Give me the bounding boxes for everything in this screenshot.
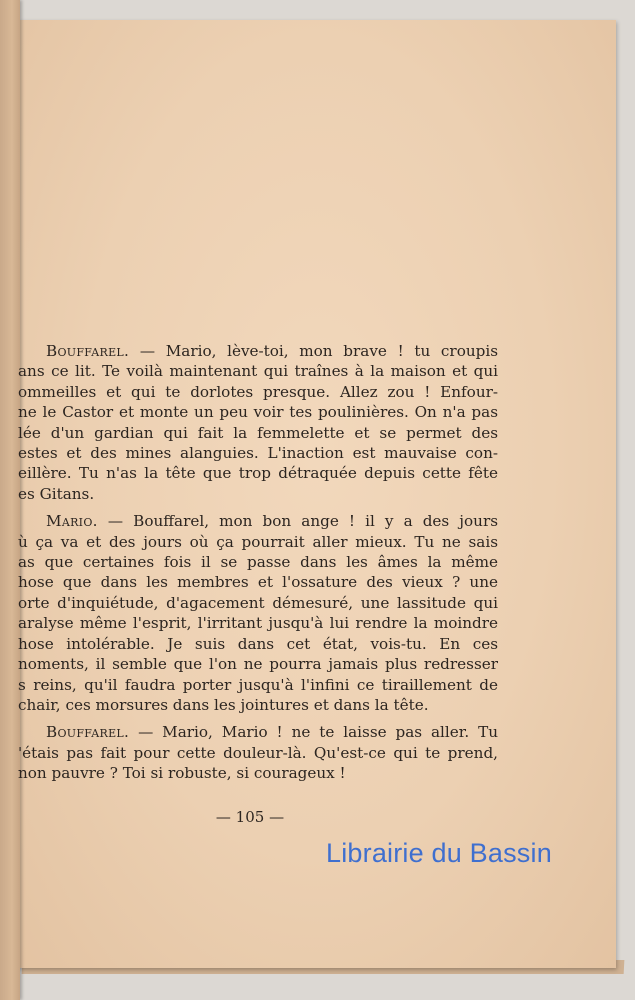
text-line: ù ça va et des jours où ça pourrait aller mieux. Tu ne sais bbox=[18, 532, 498, 551]
watermark-text: Librairie du Bassin bbox=[326, 838, 552, 868]
text-line: as que certaines fois il se passe dans les âmes la même bbox=[18, 553, 498, 572]
text-line: — Mario, lève-toi, mon brave ! tu croupis bbox=[139, 342, 498, 360]
text-line: orte d'inquiétude, d'agacement démesuré, une lassitude qui bbox=[18, 593, 498, 612]
paragraph-mario bbox=[18, 511, 498, 715]
text-line: eillère. Tu n'as la tête que trop détraquée depuis cette fête bbox=[18, 464, 498, 483]
text-line: aralyse même l'esprit, l'irritant jusqu'à lui rendre la moindre bbox=[18, 614, 498, 633]
text-line: lée d'un gardian qui fait la femmelette et se permet des bbox=[18, 423, 498, 442]
text-line: es Gitans. bbox=[18, 484, 95, 503]
text-line: estes et des mines alanguies. L'inaction est mauvaise con- bbox=[18, 444, 498, 463]
text-line: — Bouffarel, mon bon ange ! il y a des jours bbox=[107, 512, 498, 531]
text-line: hose intolérable. Je suis dans cet état, vois-tu. En ces bbox=[18, 634, 498, 653]
speaker-name: Bouffarel. bbox=[46, 723, 130, 742]
book-spine-edge bbox=[0, 0, 20, 1000]
page-number: — 105 — bbox=[215, 808, 285, 826]
text-line: s reins, qu'il faudra porter jusqu'à l'infini ce tiraillement de bbox=[18, 675, 498, 694]
text-line: noments, il semble que l'on ne pourra jamais plus redresser bbox=[18, 655, 498, 674]
speaker-name: Mario. bbox=[46, 512, 98, 531]
text-line: chair, ces morsures dans les jointures et dans la tête. bbox=[18, 695, 429, 714]
text-line: ne le Castor et monte un peu voir tes poulinières. On n'a pas bbox=[18, 403, 498, 422]
text-line: 'étais pas fait pour cette douleur-là. Qu'est-ce qui te prend, bbox=[18, 743, 498, 762]
text-line: — Mario, Mario ! ne te laisse pas aller. Tu bbox=[138, 723, 498, 742]
speaker-name: Bouffarel. bbox=[46, 342, 130, 360]
paragraph-bouffarel-1 bbox=[18, 341, 498, 504]
text-line: ommeilles et qui te dorlotes presque. Allez zou ! Enfour- bbox=[18, 382, 498, 401]
text-line: non pauvre ? Toi si robuste, si courageux ! bbox=[18, 764, 346, 783]
paragraph-bouffarel-2 bbox=[18, 722, 498, 783]
page-text bbox=[18, 341, 498, 791]
text-line: ans ce lit. Te voilà maintenant qui traînes à la maison et qui bbox=[18, 362, 498, 381]
text-line: hose que dans les membres et l'ossature des vieux ? une bbox=[18, 573, 498, 592]
